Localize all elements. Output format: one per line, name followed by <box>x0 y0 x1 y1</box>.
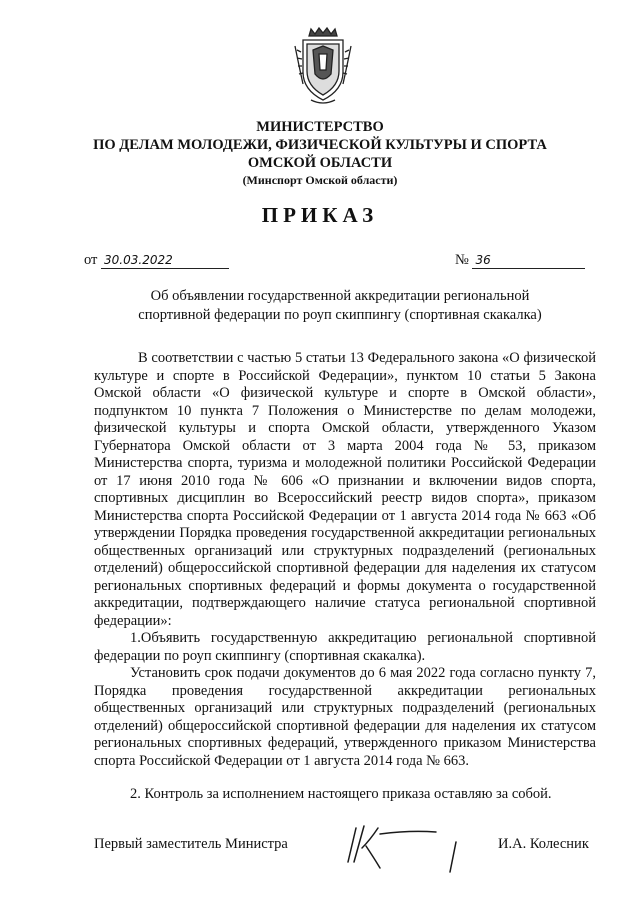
signer-name: И.А. Колесник <box>498 836 589 852</box>
date-prefix: от <box>84 252 98 268</box>
number-prefix: № <box>455 252 469 268</box>
date-value: 30.03.2022 <box>101 253 229 269</box>
order-number <box>455 251 585 269</box>
body-paragraph-item2: 2. Контроль за исполнением настоящего приказа оставляю за собой. <box>130 786 552 802</box>
order-body <box>94 350 596 804</box>
ministry-title-line1: МИНИСТЕРСТВО <box>256 119 384 135</box>
omsk-coat-of-arms-icon <box>291 26 355 106</box>
order-subject <box>118 287 562 325</box>
body-paragraph-preamble: В соответствии с частью 5 статьи 13 Федерального закона «О физической культуре и спорте в Российской Федерации», пунктом 10 статьи 5 Закона Омской области «О физической культуре и спорте в Омской области», подпунктом 10 пункта 7 Положения о Министерстве по делам молодежи, физической культуры и спорта Омской области, утвержденного Указом Губернатора Омской области от 3 марта 2004 года № 53, приказом Министерства спорта, туризма и молодежной политики Российской Федерации от 17 июня 2010 года № 606 «О признании и включении видов спорта, спортивных дисциплин во Всероссийский реестр видов спорта», приказом Министерства спорта Российской Федерации от 1 августа 2014 года № 663 «Об утверждении Порядка проведения государственной аккредитации региональных общественных организаций или структурных подразделений (региональных отделений) общероссийской спортивной федерации для наделения их статусом региональных спортивных федераций и формы документа о государственной аккредитации, подтверждающего наличие статуса региональной спортивной федерации»: <box>94 350 596 629</box>
ministry-title-line2: ПО ДЕЛАМ МОЛОДЕЖИ, ФИЗИЧЕСКОЙ КУЛЬТУРЫ И СПОРТА <box>93 137 547 153</box>
body-paragraph-deadline: Установить срок подачи документов до 6 мая 2022 года согласно пункту 7, Порядка проведения государственной аккредитации региональных общественных организаций или структурных подразделений (региональных отделений) общероссийской спортивной федерации для наделения их статусом региональных спортивных федераций, утвержденного приказом Министерства спорта Российской Федерации от 1 августа 2014 года № 663. <box>94 665 596 769</box>
order-date <box>84 251 229 269</box>
signer-position: Первый заместитель Министра <box>94 836 288 852</box>
ministry-abbreviation: (Минспорт Омской области) <box>242 173 398 187</box>
body-paragraph-item1: 1.Объявить государственную аккредитацию региональной спортивной федерации по роуп скиппингу (спортивная скакалка). <box>94 630 596 664</box>
ministry-header <box>0 118 640 189</box>
subject-line1: Об объявлении государственной аккредитации региональной <box>150 288 530 304</box>
handwritten-signature-icon <box>340 818 470 874</box>
subject-line2: спортивной федерации по роуп скиппингу (спортивная скакалка) <box>138 307 542 323</box>
order-title: ПРИКАЗ <box>261 203 379 227</box>
number-value: 36 <box>472 253 585 269</box>
ministry-title-line3: ОМСКОЙ ОБЛАСТИ <box>247 155 393 171</box>
